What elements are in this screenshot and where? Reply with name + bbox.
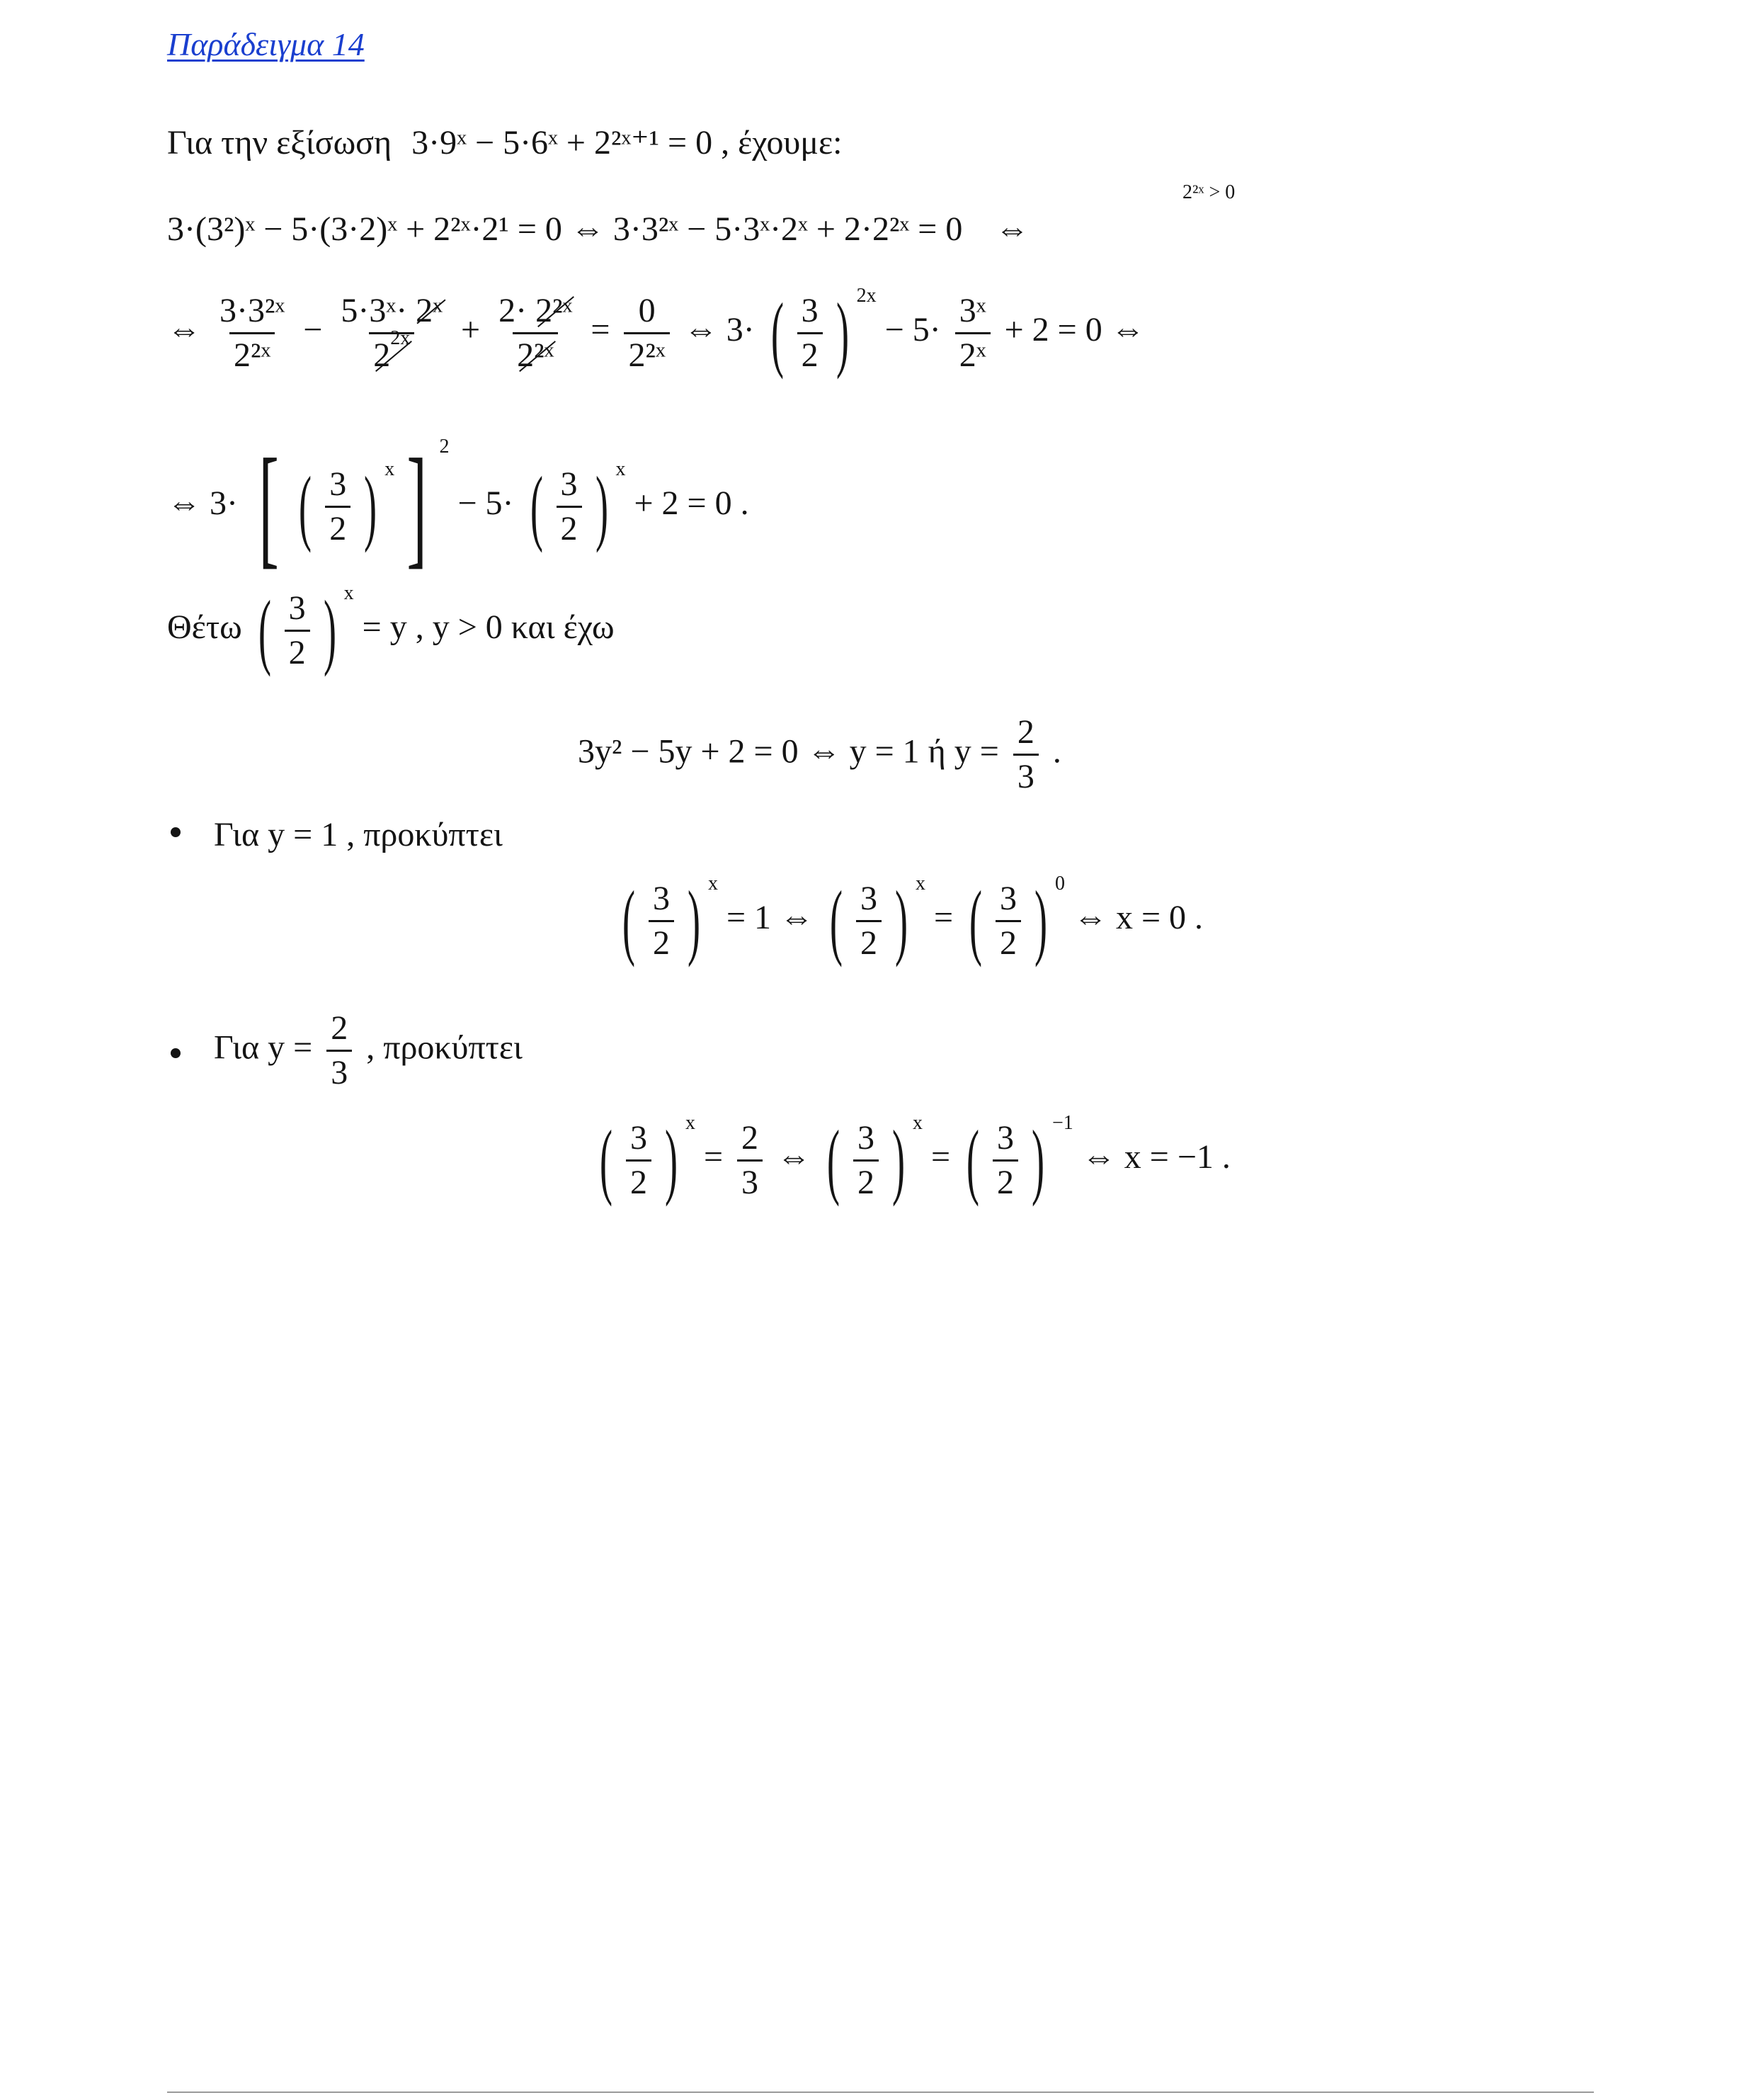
division-line: ⇔ $\frac{\text{3·3²ˣ}}{\text{2²ˣ}}$ − $\frac{\text{5·3ˣ· 2ˣ}}{2^{2x}}$ + $\frac{\text{2· 2²ˣ}}{\text{2²ˣ}}$ = $\frac{0}{\text{2²ˣ}}$ ⇔ 3· ( $\frac{3}{2}$ ) 2x − 5· $\frac{\text{3ˣ}}{\text{2ˣ}}$ + 2 = 0 ⇔ xyxy=(167,285,1145,380)
positivity-condition: 2²ˣ > 0 xyxy=(1182,181,1236,203)
case-1-equation: ( $\frac{3}{2}$ ) x = 1 ⇔ ( $\frac{3}{2}$ ) x = ( $\frac{3}{2}$ ) 0 ⇔ x = 0 . xyxy=(622,873,1204,967)
fraction-3: $\frac{\text{2· 2²ˣ}}{\text{2²ˣ}}$ xyxy=(498,291,573,374)
case-2-label: Για y = $\frac{2}{3}$ , προκύπτει xyxy=(214,1009,523,1091)
substitution-line: Θέτω ( $\frac{3}{2}$ ) x = y , y > 0 και έχω xyxy=(167,582,615,677)
fraction-1: $\frac{\text{3·3²ˣ}}{\text{2²ˣ}}$ xyxy=(219,291,285,374)
case-2-equation: ( $\frac{3}{2}$ ) x = $\frac{2}{3}$ ⇔ ( $\frac{3}{2}$ ) x = ( $\frac{3}{2}$ ) −1 ⇔ x = −1 . xyxy=(599,1112,1231,1207)
intro-line xyxy=(167,126,842,160)
intro-text-after: , έχουμε: xyxy=(721,124,843,161)
case-1-label: Για y = 1 , προκύπτει xyxy=(214,816,503,853)
expansion-line xyxy=(167,212,1029,246)
fraction-2: $\frac{\text{5·3ˣ· 2ˣ}}{2^{2x}}$ xyxy=(341,291,443,374)
equivalence-arrow: ⇔ xyxy=(995,210,1030,248)
quadratic-line: 3y² − 5y + 2 = 0 ⇔ y = 1 ή y = $\frac{2}{3}$ . xyxy=(578,713,1061,795)
intro-equation: 3·9ˣ − 5·6ˣ + 2²ˣ⁺¹ = 0 xyxy=(411,124,713,161)
footer-divider xyxy=(167,2092,1594,2093)
expansion-equation: 3·(3²)ˣ − 5·(3·2)ˣ + 2²ˣ·2¹ = 0 ⇔ 3·3²ˣ − 5·3ˣ·2ˣ + 2·2²ˣ = 0 xyxy=(167,210,963,248)
intro-text: Για την εξίσωση xyxy=(167,124,392,161)
bullet-case-1 xyxy=(171,827,181,837)
bullet-case-2 xyxy=(171,1048,181,1058)
paren-three-halves: ( $\frac{3}{2}$ ) 2x xyxy=(770,285,877,380)
example-heading[interactable]: Παράδειγμα 14 xyxy=(167,26,365,62)
fraction-5: $\frac{\text{3ˣ}}{\text{2ˣ}}$ xyxy=(955,294,991,373)
fraction-4: $\frac{0}{\text{2²ˣ}}$ xyxy=(624,294,669,373)
square-form-line: ⇔ 3· [ ( $\frac{3}{2}$ ) x ] 2 − 5· ( $\frac{3}{2}$ ) x + 2 = 0 . xyxy=(167,432,749,581)
bracket-square: [ ( $\frac{3}{2}$ ) x ] 2 xyxy=(258,432,450,581)
